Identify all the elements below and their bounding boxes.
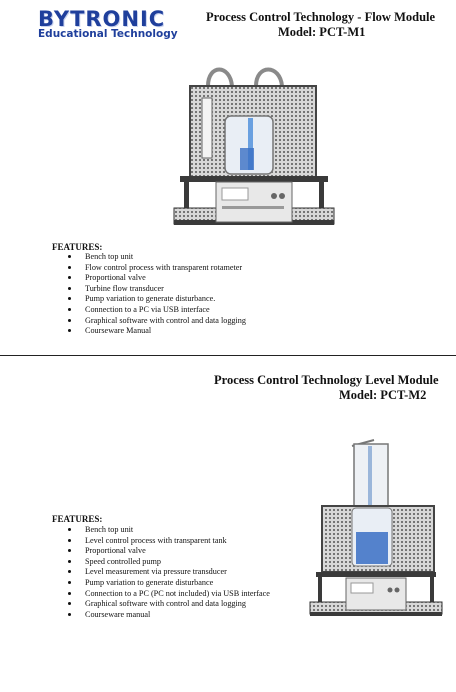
bullet-icon [68,287,71,290]
list-item: Bench top unit [85,525,275,536]
bullet-icon [68,539,71,542]
bullet-icon [68,549,71,552]
list-item: Connection to a PC via USB interface [85,305,415,316]
list-item: Courseware Manual [85,326,415,337]
list-item: Turbine flow transducer [85,284,415,295]
brand-tagline: Educational Technology [38,28,178,40]
bullet-icon [68,297,71,300]
module1-features-heading: FEATURES: [52,242,103,252]
bullet-icon [68,613,71,616]
bullet-icon [68,592,71,595]
module1-model: Model: PCT-M1 [278,25,366,39]
bullet-icon [68,602,71,605]
list-item: Pump variation to generate disturbance. [85,294,415,305]
bullet-icon [68,276,71,279]
module2-features-heading: FEATURES: [52,514,103,524]
list-item: Graphical software with control and data logging [85,599,275,610]
bullet-icon [68,319,71,322]
list-item: Pump variation to generate disturbance [85,578,275,589]
list-item: Graphical software with control and data logging [85,316,415,327]
bullet-icon [68,581,71,584]
level-module-image [308,432,444,622]
bullet-icon [68,308,71,311]
bullet-icon [68,255,71,258]
list-item: Bench top unit [85,252,415,263]
list-item: Speed controlled pump [85,557,275,568]
list-item: Level measurement via pressure transducer [85,567,275,578]
bullet-icon [68,528,71,531]
list-item: Courseware manual [85,610,275,621]
module1-feature-list [85,252,415,337]
list-item: Flow control process with transparent rotameter [85,263,415,274]
brand-logo: BYTRONIC [38,7,166,31]
bullet-icon [68,329,71,332]
module1-title: Process Control Technology - Flow Module [206,10,436,24]
list-item: Level control process with transparent tank [85,536,275,547]
module2-model: Model: PCT-M2 [339,388,427,402]
list-item: Proportional valve [85,273,415,284]
bullet-icon [68,570,71,573]
list-item: Connection to a PC (PC not included) via USB interface [85,589,275,600]
bullet-icon [68,266,71,269]
module2-feature-list [85,525,275,620]
list-item: Proportional valve [85,546,275,557]
section-divider [0,355,456,356]
module2-title: Process Control Technology Level Module [214,373,439,387]
flow-module-image [170,58,338,240]
bullet-icon [68,560,71,563]
